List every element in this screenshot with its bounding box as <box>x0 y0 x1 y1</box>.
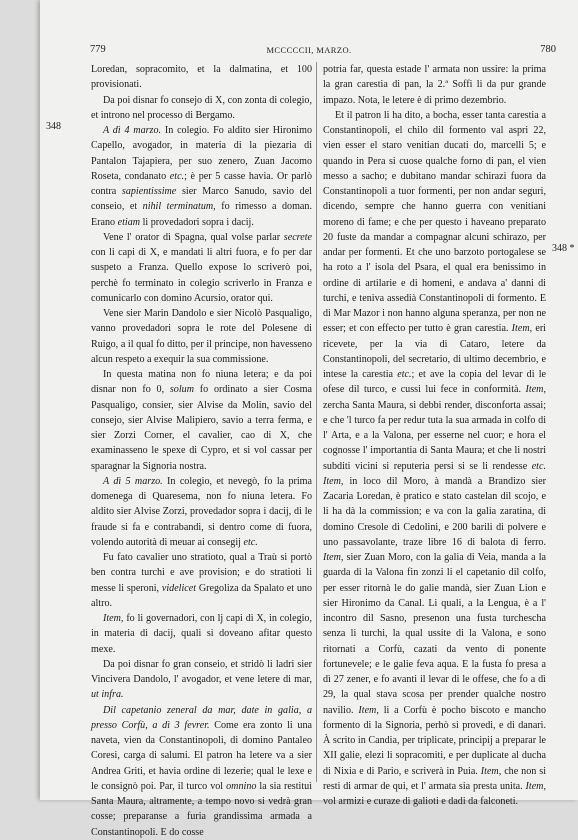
text-run: eri ricevete, per la via di Cataro, letere da Constantinopoli, del secretario, di ultimo decembrio, e intese la carestia <box>323 323 546 380</box>
italic-text: secrete <box>283 231 312 243</box>
text-run: Fu fato cavalier uno stratioto, qual a Traù si portò ben contra turchi e ave provision; e do stratioti li messe li speroni, <box>91 552 312 594</box>
paragraph <box>91 550 312 611</box>
italic-text: sapientissime <box>121 186 177 197</box>
italic-text: A dì 4 marzo. <box>103 125 162 136</box>
italic-text: videlicet <box>161 582 197 594</box>
text-run: Come era zonto li una naveta, vien da Constantinopoli, di domino Pantaleo Coresi, carga di salumi. El patron ha letere va a sier Andrea Griti, et havia ordine di lezerie; qual le lexe e le consignò poi. Par, il turco vol <box>91 719 312 792</box>
italic-text: nihil terminatum, <box>142 201 216 213</box>
paragraph <box>91 367 312 474</box>
page-number-right: 780 <box>540 44 556 55</box>
text-run: ; è per 5 casse havia. Or parlò contra <box>91 170 312 197</box>
text-run: ; et ave la copia del levar di le ofese dil turco, e cussi lui fece in conformità. <box>323 369 546 396</box>
text-run: Loredan, sopracomito, et la dalmatina, et 100 provisionati. <box>91 64 312 91</box>
page-number-left: 779 <box>90 44 106 55</box>
text-run: fo li governadori, con lj capi di X, in colegio, in materia di dacij, quali si doveano afitar questo mexe. <box>91 613 312 655</box>
text-run: In colegio, et nevegò, fo la prima domenega di Quaresema, non fo niuna letera. Fo aldito sier Alvise Zorzi, provedador sopra i dacij, di le fraude si fa e contrabandi, si dentro come di fuora, volendo autorità di meuar ai consegij <box>91 475 312 548</box>
paragraph <box>91 611 312 657</box>
text-run: Vene sier Marin Dandolo e sier Nicolò Pasqualigo, vanno provedadori sopra le rote del Polesene di Ruigo, a il qual fo ditto, per il principe, non havesseno alcun respeto a exequir la sua commissione. <box>91 308 312 365</box>
text-run: potria far, questa estade l' armata non ussire: la prima la gran carestia di pan, la 2.ª Soffi li da pur grande impazo. Nota, le letere è di primo dezembrio. <box>323 64 546 106</box>
text-run: in loco dil Moro, à mandà a Brandizo sier Zacaria Loredan, è pratico e stato castelan dil scojo, e li ha dà la commission; e va con la galia zaratina, di domino Cresole di Cedolini, e 200 barili di polvere e uno passavolante, traze libre 16 di balota di ferro. <box>323 475 546 548</box>
italic-text: omnino <box>226 780 257 792</box>
text-run: In questa matina non fo niuna letera; e da poi disnar non fo 0, <box>91 369 312 396</box>
running-title: MCCCCCII, MARZO. <box>266 45 352 55</box>
italic-text: etc. <box>243 536 258 548</box>
italic-text: Dil capetanio zeneral da mar, date in galia, a presso Corfù, a dì 3 fevrer. <box>91 704 312 731</box>
margin-number-right: 348 * <box>552 243 575 254</box>
text-run: fo ordinato a sier Cosma Pasqualigo, consier, sier Alvise da Molin, savio del consejo, sier Alvise Malipiero, savio a terra ferma, e sier Zorzi Corner, el cavalier, cao di X, che examinasseno le spexe di Cypro, et si vol cassar per sparagnar la Signoria nostra. <box>91 384 312 472</box>
italic-text: etc. <box>397 369 412 380</box>
text-run: Da poi disnar fo consejo di X, con zonta di colegio, et introno nel processo di Bergamo. <box>91 94 312 121</box>
column-divider <box>316 62 317 782</box>
text-run: fo rimesso a doman. Erano <box>91 201 312 228</box>
text-run: con li capi di X, e mandati li altri fuora, e fo per dar suspeto a Franza. Quello expose lo scriverò poi, perchè fo terminato in colegio scriverlo in Franza e comunicarlo con domino Acursio, orator qui. <box>91 247 312 304</box>
text-run: li a Corfù è pocho biscoto e mancho formento di la Signoria, perhò si provedi, e di danari. À scrito in Candia, per triplicate, principij a preparar le XII galie, elezi li sopracomiti, e per duplicate al ducha di Nixia e di Pario, e scriverà in Puia. <box>323 704 546 777</box>
text-run: che non si resti di armar de qui, et l' armata sia presta unita. <box>323 765 546 792</box>
italic-text: Item, <box>525 780 546 792</box>
text-run: li provedadori sopra i dacij. <box>140 216 254 228</box>
paragraph <box>323 108 546 810</box>
italic-text: Item, <box>323 475 344 487</box>
paragraph <box>323 62 546 108</box>
italic-text: A dì 5 marzo. <box>103 475 163 487</box>
paragraph <box>91 230 312 306</box>
italic-text: Item, <box>480 765 502 777</box>
book-page <box>40 0 578 838</box>
italic-text: etiam <box>117 216 141 228</box>
paragraph <box>91 474 312 550</box>
italic-text: Item, <box>103 613 124 624</box>
text-run: sier Marco Sanudo, savio del conseio, et <box>91 186 312 213</box>
text-run: Et il patron li ha dito, a bocha, esser tanta carestia a Constantinopoli, el chilo dil formento val aspri 22, vien esser el staro venitian ducati do, marcelli 5; e quando in Pera si cuose qualche forno di pan, el vien messo a sacho; e dubitano mandar schirazi fuora da Constantinopoli a tuor formenti, per non andar seguri, dicendo, sempre che hanno guerra con venitiani moreno di fame; e che per questo i haveano preparato 20 fuste da mandar a compagnar alcuni schirazo, per andar per formenti. Et che uno barzoto portogalese se ha roto a l' isola del Psara, el qual era benissimo in ordine di artilarie e di homeni, e andava a' danni di turchi, e teniva assedià Constantinopoli di formento. E di Mar Mazor i non hanno alguna speranza, per non ne esser; et con effecto per tutto è gran carestia. <box>323 109 546 335</box>
page-header <box>40 44 578 58</box>
italic-text: Item, <box>323 552 344 563</box>
right-column <box>323 62 546 809</box>
text-run: la sia restituì Santa Maura, altramente, a tempo novo si vedrà gran cosse; preparanse a furia grandissima armada a Constantinopoli. E do cosse <box>91 780 312 838</box>
paragraph <box>91 657 312 703</box>
italic-text: Item, <box>358 704 379 716</box>
left-column <box>91 62 312 840</box>
text-run: sier Zuan Moro, con la galia di Veia, manda a la guarda di la Valona fin zonzi li el capetanio dil colfo, per esser ritornà le do galie mandà, sier Zuan Lion e sier Hironimo da Canal. Li quali, a la Lengua, è a l' incontro dil Sasno, presenon una fusta turchescha senza li turchi, la qual ussite di la Valona, e sono ritornati a Corfù, cazati da vento di ponente fortunevele; e le galie feva aqua. E la fusta fo presa a dì 27 zener, e fo avanti il levar di le offese, che fo a dì 29, la qual stava scosa per prender qualche nostro navilio. <box>323 552 546 716</box>
text-run: Gregoliza da Spalato et uno altro. <box>91 582 313 609</box>
italic-text: etc. <box>169 170 185 182</box>
text-run: vol armizi e curaze di galioti e dadi da falconeti. <box>323 796 519 807</box>
text-run: Vene l' orator di Spagna, qual volse parlar <box>103 231 284 243</box>
italic-text: etc. <box>531 460 546 472</box>
paragraph <box>91 93 312 124</box>
paragraph <box>91 62 312 93</box>
text-run: Da poi disnar fo gran conseio, et stridò li ladri sier Vincivera Dandolo, l' avogador, et vene letere di mar, <box>91 658 312 685</box>
italic-text: Item, <box>511 323 533 335</box>
text-run: zercha Santa Maura, si debbi render, disconforta assai; e che 'l turco fa per redur tuta la sua armada in colfo di l' Arta, e a la Valona, per esserne nel cuor; e hora el cognosse l' importantia di Santa Maura; et che li nostri subditi vicini si reputeria persi si se li rendesse <box>323 399 546 472</box>
italic-text: Item, <box>525 384 546 396</box>
paragraph <box>91 123 312 230</box>
text-run: In colegio. Fo aldito sier Hironimo Capello, avogador, in materia di la piezaria di Pantalon Tajapiera, per suo zenero, Zuan Jacomo Roseta, condanato <box>91 125 312 182</box>
margin-number-left: 348 <box>46 121 61 132</box>
paragraph <box>91 703 312 840</box>
paragraph <box>91 306 312 367</box>
italic-text: ut infra. <box>91 689 124 701</box>
italic-text: solum <box>169 384 194 396</box>
